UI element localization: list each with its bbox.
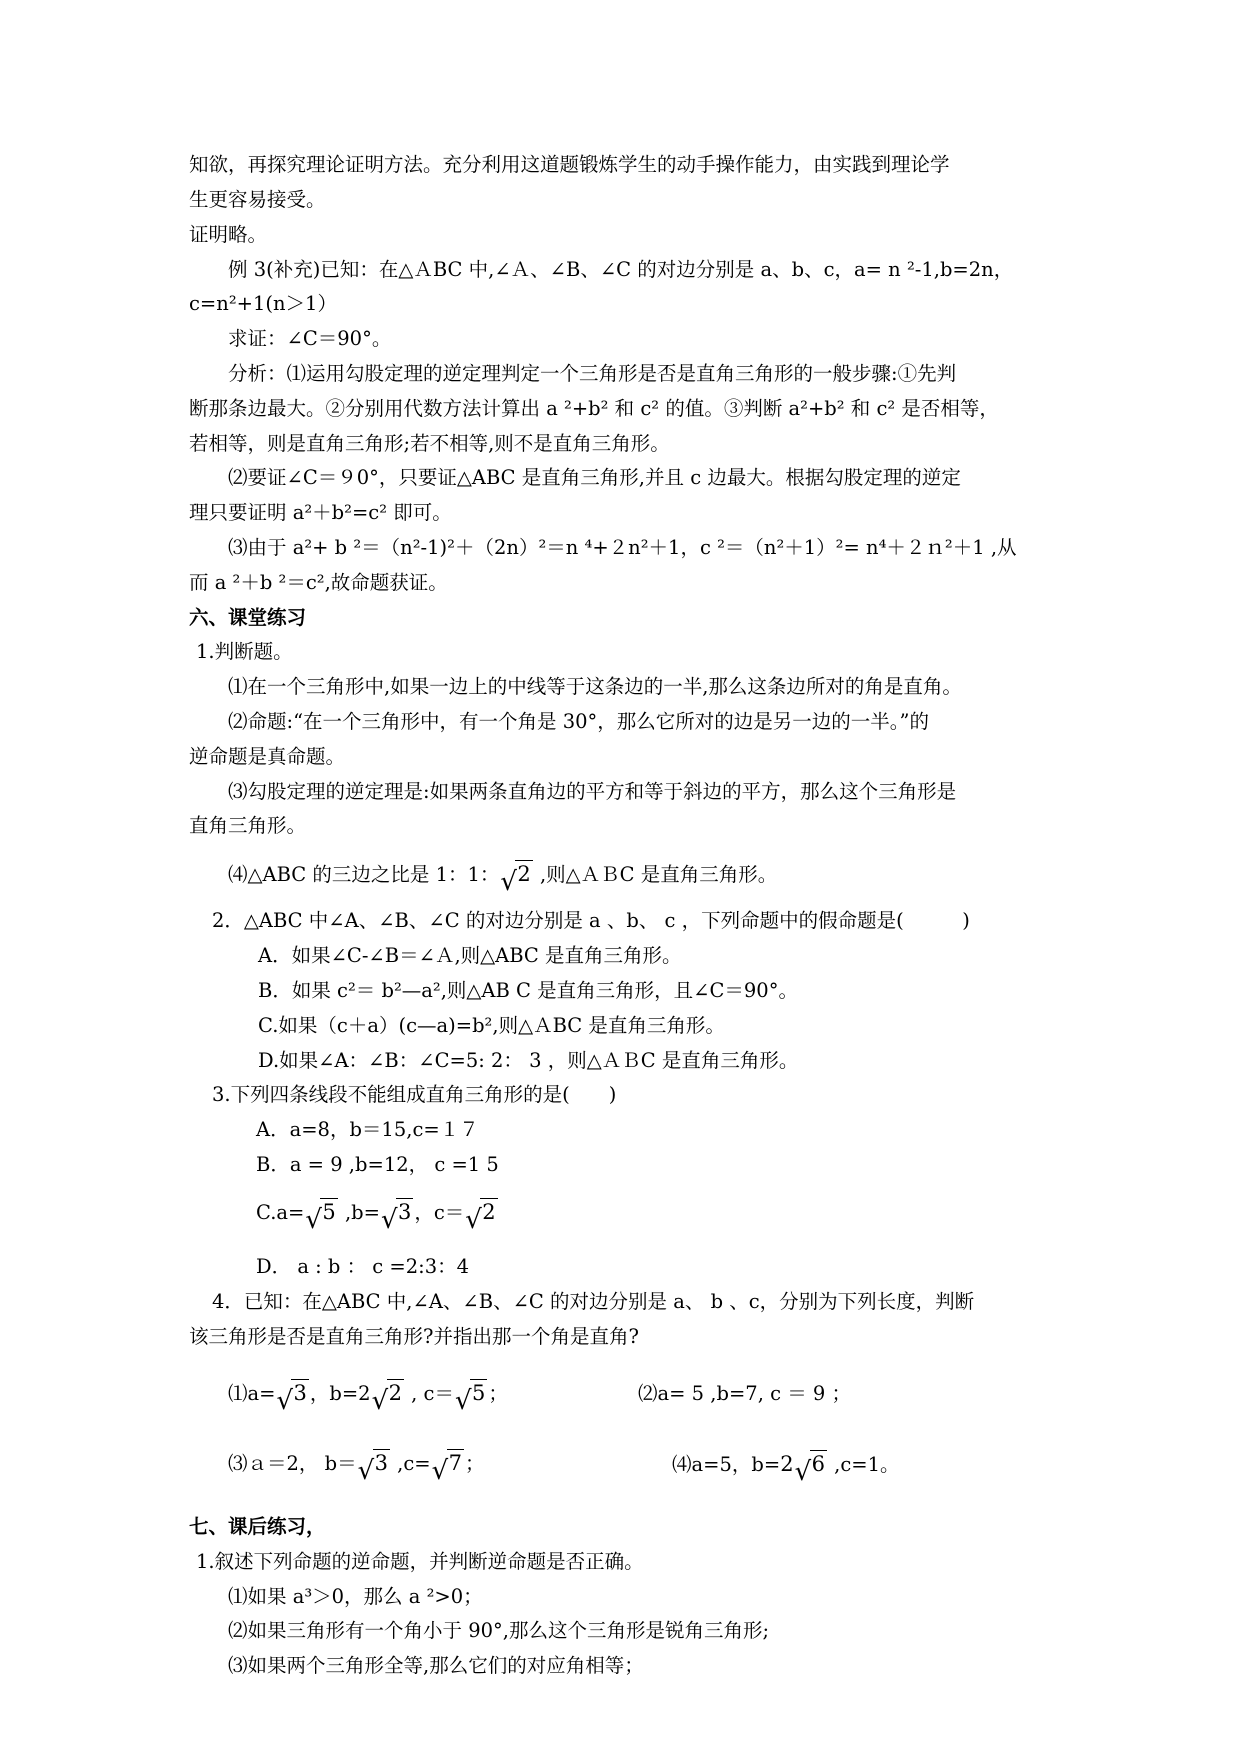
sqrt-expression xyxy=(500,858,532,897)
q1-item-1: ⑴在一个三角形中,如果一边上的中线等于这条边的一半,那么这条边所对的角是直角。 xyxy=(228,675,962,698)
q3-option-b: B．a = 9 ,b=12， c =1 5 xyxy=(256,1153,499,1176)
radicand: 3 xyxy=(397,1200,412,1224)
q3-option-c-text: ,b= xyxy=(338,1201,380,1224)
radicand: 3 xyxy=(374,1451,388,1475)
radicand: 2 xyxy=(388,1381,402,1405)
radicand: 5 xyxy=(322,1200,336,1224)
q1-item-2-line-1: ⑵命题:“在一个三角形中，有一个角是 30°，那么它所对的边是另一边的一半。”的 xyxy=(228,710,930,733)
q1-item-3-line-2: 直角三角形。 xyxy=(189,814,307,837)
section6-heading: 六、课堂练习 xyxy=(189,606,307,629)
radical-sign: √ xyxy=(357,1456,375,1486)
q1-title: 1.判断题。 xyxy=(196,640,293,663)
q1-item-2-line-2: 逆命题是真命题。 xyxy=(189,745,346,768)
q4-item-2: ⑵a= 5 ,b=7, c ＝ 9 ； xyxy=(638,1382,852,1405)
radical-sign: √ xyxy=(465,1205,482,1235)
example3-line-1: 例 3(补充)已知：在△ＡBC 中,∠Ａ、∠B、∠C 的对边分别是 a、b、c，a= n ²-1,b=2n， xyxy=(228,258,1014,281)
q4-item-3-text: ,c= xyxy=(390,1452,431,1475)
q4-stem-line-2: 该三角形是否是直角三角形?并指出那一个角是直角? xyxy=(189,1325,639,1348)
step3-line-2: 而 a ²＋b ²＝c²,故命题获证。 xyxy=(189,571,448,594)
q4-item-3-text: ； xyxy=(465,1452,485,1475)
proof-omitted: 证明略。 xyxy=(189,223,268,246)
analysis-line-2: 断那条边最大。②分别用代数方法计算出 a ²+b² 和 c² 的值。③判断 a²+b² 和 c² 是否相等， xyxy=(189,397,999,420)
example3-line-2: c=n²+1(n＞1） xyxy=(189,292,337,315)
radical-sign: √ xyxy=(500,867,517,897)
q3-option-c-text: C.a= xyxy=(256,1201,305,1224)
radicand: 5 xyxy=(471,1381,486,1405)
sqrt-expression xyxy=(431,1447,464,1486)
radicand: 6 xyxy=(811,1452,825,1476)
q4-item-1-text: ，b=2 xyxy=(309,1382,371,1405)
sqrt-expression xyxy=(794,1448,827,1487)
homework-q1-title: 1.叙述下列命题的逆命题，并判断逆命题是否正确。 xyxy=(196,1550,644,1573)
radicand: 2 xyxy=(482,1200,496,1224)
section7-heading: 七、课后练习， xyxy=(189,1515,326,1538)
sqrt-expression xyxy=(357,1447,390,1486)
q4-item-3-text: ⑶ａ＝2， b＝ xyxy=(228,1452,357,1475)
q2-option-b: B．如果 c²＝ b²—a²,则△AB C 是直角三角形，且∠C＝90°。 xyxy=(258,979,798,1002)
radical-sign: √ xyxy=(305,1205,322,1235)
radical-sign: √ xyxy=(454,1386,472,1416)
q2-option-c: C.如果（c＋a）(c—a)=b²,则△ＡBC 是直角三角形。 xyxy=(258,1014,725,1037)
q4-item-1 xyxy=(228,1377,508,1416)
q3-option-a: A．a=8，b＝15,c=１７ xyxy=(256,1118,479,1141)
radical-sign: √ xyxy=(371,1386,389,1416)
radical-sign: √ xyxy=(431,1456,449,1486)
intro-line-1: 知欲，再探究理论证明方法。充分利用这道题锻炼学生的动手操作能力，由实践到理论学 xyxy=(189,153,950,176)
intro-line-2: 生更容易接受。 xyxy=(189,188,326,211)
sqrt-expression xyxy=(465,1196,497,1235)
radical-sign: √ xyxy=(794,1457,812,1487)
q3-option-c xyxy=(256,1196,499,1235)
q2-option-a: A．如果∠C-∠B＝∠Ａ,则△ABC 是直角三角形。 xyxy=(258,944,682,967)
q4-item-3 xyxy=(228,1447,485,1486)
analysis-line-1: 分析：⑴运用勾股定理的逆定理判定一个三角形是否是直角三角形的一般步骤:①先判 xyxy=(228,362,957,385)
q3-option-d: D． a : b ： c =2:3：4 xyxy=(256,1255,470,1278)
radical-sign: √ xyxy=(276,1386,294,1416)
q4-item-4-text: ⑷a=5，b= xyxy=(672,1453,781,1476)
q3-option-c-text: ，c＝ xyxy=(414,1201,465,1224)
q1-item-3-line-1: ⑶勾股定理的逆定理是:如果两条直角边的平方和等于斜边的平方，那么这个三角形是 xyxy=(228,780,957,803)
homework-q1-item-1: ⑴如果 a³＞0，那么 a ²>0； xyxy=(228,1585,483,1608)
q4-item-1-text: ⑴a= xyxy=(228,1382,276,1405)
q1-item-4-text: ⑷△ABC 的三边之比是 1：1： xyxy=(228,863,500,886)
q1-item-4 xyxy=(228,858,778,897)
sqrt-expression xyxy=(454,1377,487,1416)
sqrt-expression xyxy=(276,1377,308,1416)
sqrt-expression xyxy=(380,1196,413,1235)
sqrt-expression xyxy=(371,1377,404,1416)
step3-line-1: ⑶由于 a²+ b ²＝（n²-1)²＋（2n）²＝n ⁴+２n²＋1，c ²＝（n²＋1）²= n⁴＋２ｎ²＋1 ,从 xyxy=(228,536,1017,559)
q1-item-4-text: ,则△ＡＢC 是直角三角形。 xyxy=(533,863,778,886)
q4-item-4-coefficient: 2 xyxy=(780,1452,794,1476)
radicand: 3 xyxy=(293,1381,307,1405)
q2-option-d: D.如果∠A：∠B：∠C=5: 2： 3 ，则△ＡＢC 是直角三角形。 xyxy=(258,1049,799,1072)
example3-prove: 求证：∠C＝90°。 xyxy=(228,327,392,350)
sqrt-expression xyxy=(305,1196,337,1235)
analysis-line-3: 若相等，则是直角三角形;若不相等,则不是直角三角形。 xyxy=(189,432,670,455)
homework-q1-item-2: ⑵如果三角形有一个角小于 90°,那么这个三角形是锐角三角形; xyxy=(228,1619,770,1642)
radicand: 7 xyxy=(448,1451,463,1475)
radicand: 2 xyxy=(517,862,531,886)
step2-line-1: ⑵要证∠C＝９0°，只要证△ABC 是直角三角形,并且 c 边最大。根据勾股定理的逆定 xyxy=(228,466,961,489)
q4-item-4 xyxy=(672,1447,900,1487)
q3-stem: 3.下列四条线段不能组成直角三角形的是( ) xyxy=(212,1083,617,1106)
q4-item-1-text: , c＝ xyxy=(404,1382,454,1405)
q2-stem: 2．△ABC 中∠A、∠B、∠C 的对边分别是 a 、b、 c ，下列命题中的假命题是( ) xyxy=(212,909,970,932)
q4-item-1-text: ； xyxy=(488,1382,508,1405)
q4-item-4-text: ,c=1。 xyxy=(827,1453,900,1476)
radical-sign: √ xyxy=(380,1205,398,1235)
homework-q1-item-3: ⑶如果两个三角形全等,那么它们的对应角相等； xyxy=(228,1654,644,1677)
q4-stem-line-1: 4．已知：在△ABC 中,∠A、∠B、∠C 的对边分别是 a、 b 、c，分别为下列长度，判断 xyxy=(212,1290,975,1313)
step2-line-2: 理只要证明 a²＋b²=c² 即可。 xyxy=(189,501,452,524)
